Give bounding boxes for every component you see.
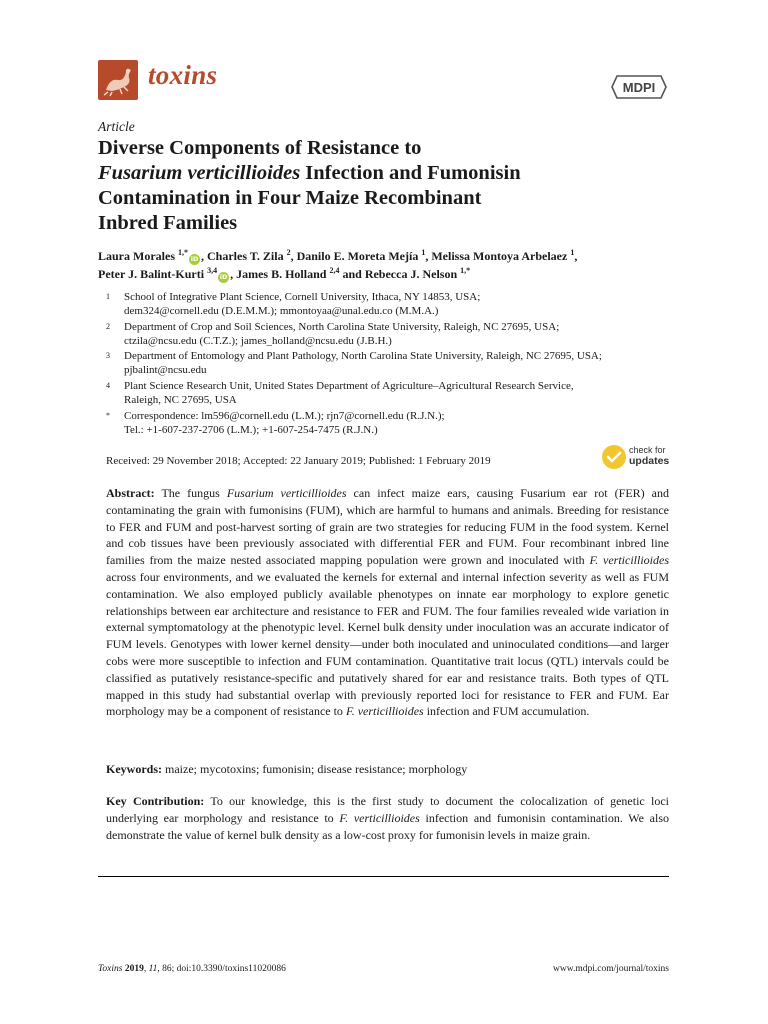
footer-journal: Toxins: [98, 964, 123, 974]
title-species: Fusarium verticillioides: [98, 162, 301, 184]
footer-volume: 11: [148, 964, 158, 974]
journal-url-link[interactable]: www.mdpi.com/journal/toxins: [552, 964, 669, 974]
title-line: Inbred Families: [98, 212, 238, 234]
affiliation-line: School of Integrative Plant Science, Cornell University, Ithaca, NY 14853, USA;: [124, 291, 481, 303]
article-type: Article: [98, 119, 135, 134]
author-affiliation-marker: 1,*: [178, 248, 188, 257]
section-divider: [98, 876, 669, 877]
orcid-icon[interactable]: iD: [219, 272, 228, 281]
species-name: F. verticillioides: [339, 810, 420, 825]
title-line-rest: Infection and Fumonisin: [300, 162, 521, 184]
title-line: Diverse Components of Resistance to: [98, 137, 422, 159]
affiliation-line: pjbalint@ncsu.edu: [124, 364, 207, 376]
paper-title: [98, 136, 678, 236]
author-name[interactable]: Charles T. Zila: [207, 249, 284, 263]
footer-doi[interactable]: , 86; doi:10.3390/toxins11020086: [157, 964, 286, 974]
author-affiliation-marker: 1: [570, 248, 575, 257]
check-updates-label: updates: [629, 455, 670, 467]
publisher-name: MDPI: [622, 80, 656, 95]
author-name[interactable]: Laura Morales: [98, 249, 175, 263]
author-connector: and: [342, 266, 362, 281]
affiliation-line: Department of Crop and Soil Sciences, North Carolina State University, Raleigh, NC 27695, USA;: [124, 321, 560, 333]
affiliation-line: Correspondence: lm596@cornell.edu (L.M.); rjn7@cornell.edu (R.J.N.);: [124, 410, 445, 422]
check-updates-icon: [602, 445, 626, 469]
author-affiliation-marker: 3,4: [207, 265, 218, 275]
affiliation-number: 4: [106, 381, 110, 390]
key-contribution-text: To our knowledge, this is the first study to document the colocalization of genetic loci underlying ear morphology and resistance to: [106, 794, 669, 825]
key-contribution-text: infection and fumonisin contamination. We also demonstrate the value of kernel bulk density as a low-cost proxy for fumonisin levels in maize grain.: [106, 810, 669, 842]
author-name[interactable]: James B. Holland: [236, 266, 327, 281]
mdpi-logo-icon: [611, 70, 667, 104]
affiliation-line: Department of Entomology and Plant Pathology, North Carolina State University, Raleigh, NC 27695, USA;: [124, 350, 602, 362]
affiliation-line: Raleigh, NC 27695, USA: [124, 394, 237, 406]
affiliation-number: *: [106, 411, 110, 420]
footer-year: 2019: [124, 964, 144, 974]
key-contribution-label: Key Contribution:: [106, 794, 205, 808]
abstract: [106, 485, 669, 720]
key-contribution: [106, 793, 669, 843]
title-line: Contamination in Four Maize Recombinant: [98, 187, 482, 209]
affiliation-number: 2: [106, 322, 110, 331]
journal-logo-icon: [98, 60, 138, 100]
affiliation-line: Tel.: +1-607-237-2706 (L.M.); +1-607-254-7475 (R.J.N.): [124, 424, 378, 436]
title-line: [98, 161, 678, 186]
keywords: [106, 761, 669, 778]
abstract-text: infection and FUM accumulation.: [423, 704, 590, 719]
keywords-text: maize; mycotoxins; fumonisin; disease resistance; morphology: [162, 762, 468, 776]
citation-footer: Toxins 2019, 11, 86; doi:10.3390/toxins11020086: [98, 964, 286, 974]
affiliation-line: dem324@cornell.edu (D.E.M.M.); mmontoyaa@unal.edu.co (M.M.A.): [124, 305, 439, 317]
abstract-text: across four environments, and we evaluated the kernels for external and internal infection severity as well as FUM contamination. We also employed publicly available phenotypes on innate ear morphology to explore genetic relationships between ear architecture and resistance to FER and FUM. The four families revealed wide variation in external symptomatology at the phenotypic level. Kernel bulk density under inoculation was an accurate indicator of FUM levels. Genotypes with lower kernel density—under both inoculated and uninoculated conditions—and larger cobs were more susceptible to infection and FUM contamination. Quantitative trait locus (QTL) intervals could be classified as putatively resistance-specific and putatively shared for ear and resistance traits. Both types of QTL mapped in this study had substantial overlap with previously reported loci for resistance to FER and FUM. Ear morphology may be a component of resistance to: [106, 569, 669, 719]
author-affiliation-marker: 1: [421, 248, 426, 257]
publication-dates: Received: 29 November 2018; Accepted: 22 January 2019; Published: 1 February 2019: [106, 455, 491, 467]
author-affiliation-marker: 2: [286, 248, 291, 257]
author-name[interactable]: Danilo E. Moreta Mejía: [296, 249, 419, 263]
keywords-label: Keywords:: [106, 762, 162, 776]
affiliation-number: 1: [106, 292, 110, 301]
orcid-icon[interactable]: iD: [190, 255, 199, 263]
author-affiliation-marker: 2,4: [329, 265, 340, 275]
species-name: Fusarium verticillioides: [226, 486, 347, 500]
author-name[interactable]: Melissa Montoya Arbelaez: [431, 249, 568, 263]
affiliation-line: Plant Science Research Unit, United States Department of Agriculture–Agricultural Research Service,: [124, 380, 574, 392]
author-name[interactable]: Rebecca J. Nelson: [364, 266, 458, 281]
affiliation-line: ctzila@ncsu.edu (C.T.Z.); james_holland@ncsu.edu (J.B.H.): [124, 335, 392, 347]
journal-name: toxins: [148, 60, 218, 90]
author-affiliation-marker: 1,*: [460, 265, 471, 275]
check-updates-label: check for: [629, 445, 666, 455]
species-name: F. verticillioides: [345, 704, 424, 719]
affiliation-number: 3: [106, 351, 110, 360]
abstract-label: Abstract:: [106, 486, 155, 500]
author-list: Laura Morales $^{1,*}$iD , Charles T. Zila $^2$, Danilo E. Moreta Mejía $^1$, Melissa Montoya Arbelaez $^1$, Peter J. Balint-Kurti $^{3,4}$iD , James B. Holland $^{2,4}$ and Rebecca J. Nelson $^{1,*}$: [98, 248, 578, 281]
abstract-text: The fungus: [154, 486, 227, 500]
check-for-updates-button[interactable]: [602, 443, 672, 471]
abstract-text: can infect maize ears, causing Fusarium ear rot (FER) and contaminating the grain with fumonisins (FUM), which are harmful to humans and animals. Breeding for resistance to FER and FUM and post-harvest sorting of grain are two strategies for reducing FUM in the food system. Kernel and cob tissues have been previously associated with differential FER and FUM. Four recombinant inbred line families from the maize nested associated mapping population were grown and inoculated with: [106, 486, 670, 568]
author-name[interactable]: Peter J. Balint-Kurti: [98, 266, 205, 281]
species-name: F. verticillioides: [589, 553, 670, 568]
